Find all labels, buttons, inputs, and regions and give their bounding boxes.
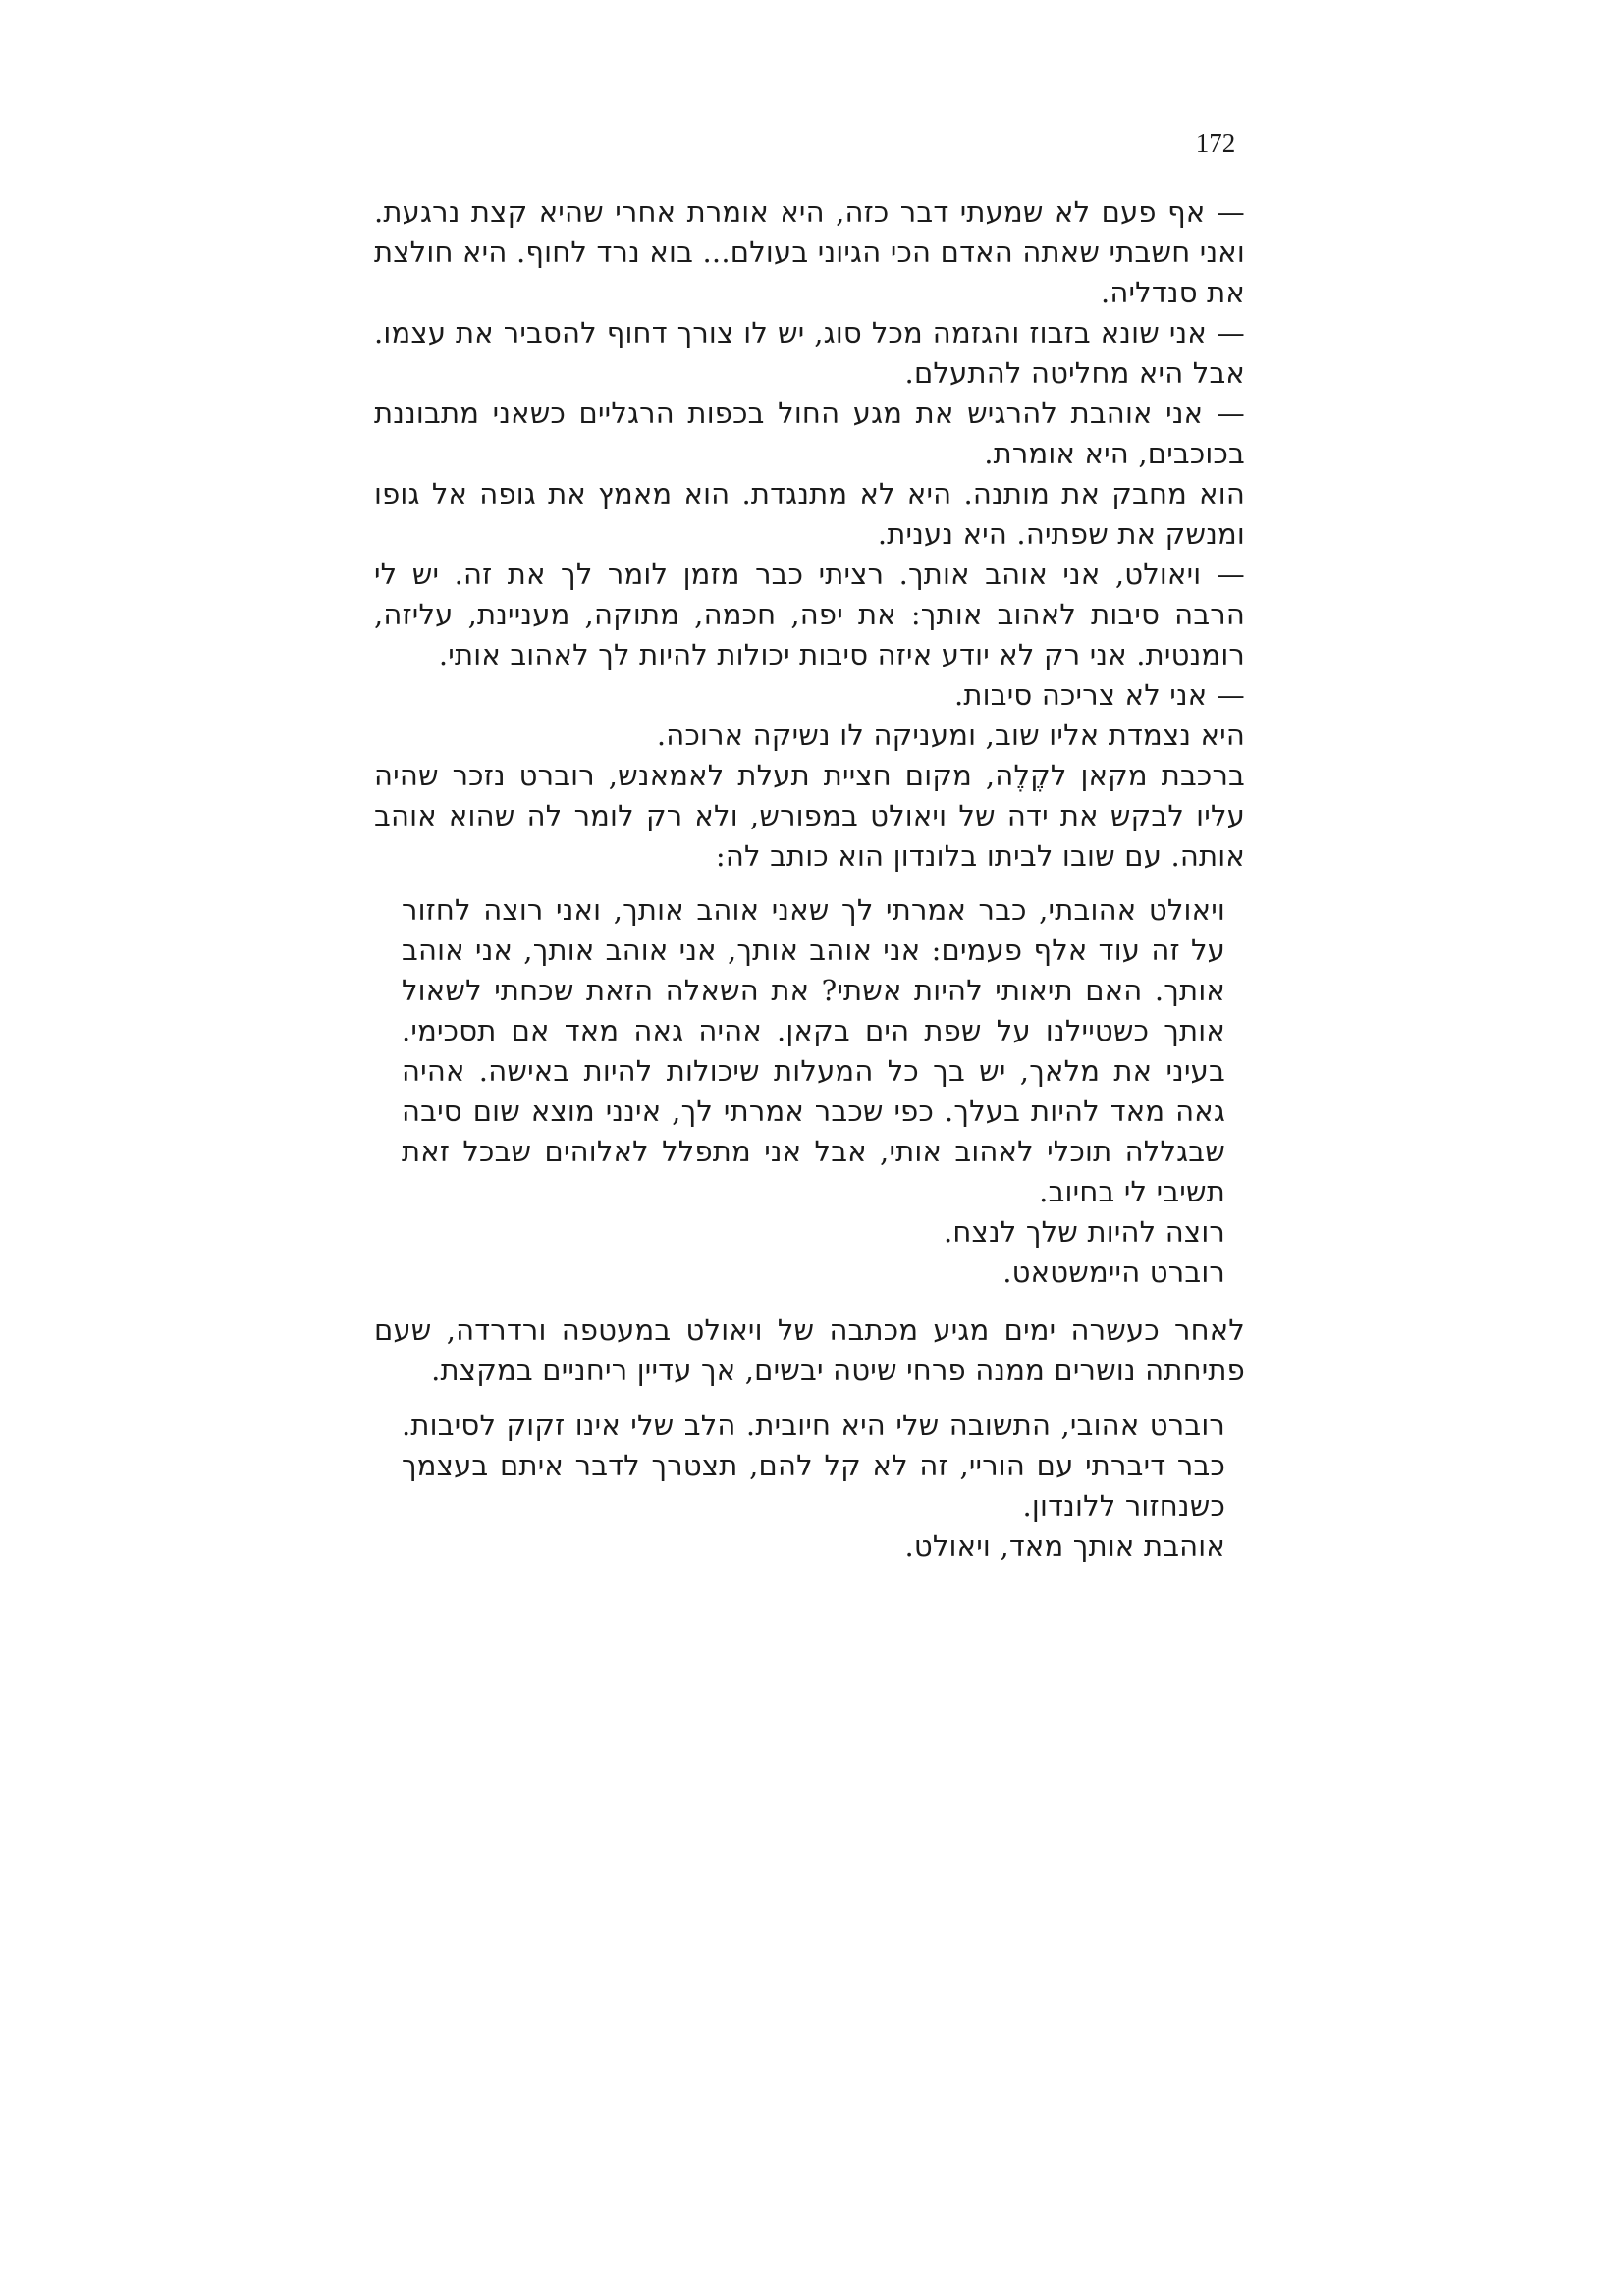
letter-signature: אוהבת אותך מאד, ויאולט. — [904, 1529, 1225, 1563]
letter-block-robert — [402, 890, 1225, 1293]
dialogue-paragraph: — ויאולט, אני אוהב אותך. רציתי כבר מזמן לומר לך את זה. יש לי הרבה סיבות לאהוב אותך: את יפה, חכמה, מתוקה, מעניינת, עליזה, רומנטית. אני רק לא יודע איזה סיבות יכולות להיות לך לאהוב אותי. — [374, 558, 1245, 671]
narrative-paragraph: ברכבת מקאן לקֶלֶה, מקום חציית תעלת לאמאנש, רוברט נזכר שהיה עליו לבקש את ידה של ויאולט במפורש, ולא רק לומר לה שהוא אוהב אותה. עם שובו לביתו בלונדון הוא כותב לה: — [374, 759, 1245, 873]
dialogue-paragraph: — אני שונא בזבוז והגזמה מכל סוג, יש לו צורך דחוף להסביר את עצמו. אבל היא מחליטה להתעלם. — [374, 316, 1245, 390]
text-column — [374, 192, 1245, 1567]
dialogue-paragraph: — אף פעם לא שמעתי דבר כזה, היא אומרת אחרי שהיא קצת נרגעת. ואני חשבתי שאתה האדם הכי הגיוני בעולם... בוא נרד לחוף. היא חולצת את סנדליה. — [374, 195, 1245, 309]
narrative-paragraph: לאחר כעשרה ימים מגיע מכתבה של ויאולט במעטפה ורדרדה, שעם פתיחתה נושרים ממנה פרחי שיטה יבשים, אך עדיין ריחניים במקצת. — [374, 1313, 1245, 1387]
narrative-paragraph: הוא מחבק את מותנה. היא לא מתנגדת. הוא מאמץ את גופה אל גופו ומנשק את שפתיה. היא נענית. — [374, 477, 1245, 551]
letter-body: רוברט אהובי, התשובה שלי היא חיובית. הלב שלי אינו זקוק לסיבות. כבר דיברתי עם הוריי, זה לא קל להם, תצטרך לדבר איתם בעצמך כשנחזור ללונדון. — [402, 1409, 1225, 1522]
letter-signature: רוברט היימשטאט. — [1002, 1255, 1225, 1289]
narrative-paragraph: היא נצמדת אליו שוב, ומעניקה לו נשיקה ארוכה. — [656, 719, 1245, 752]
dialogue-paragraph: — אני אוהבת להרגיש את מגע החול בכפות הרגליים כשאני מתבוננת בכוכבים, היא אומרת. — [374, 397, 1245, 470]
letter-block-violet — [402, 1406, 1225, 1567]
letter-body: ויאולט אהובתי, כבר אמרתי לך שאני אוהב אותך, ואני רוצה לחזור על זה עוד אלף פעמים: אני אוהב אותך, אני אוהב אותך, אני אוהב אותך. האם תיאותי להיות אשתי? את השאלה הזאת שכחתי לשאול אותך כשטיילנו על שפת הים בקאן. אהיה גאה מאד אם תסכימי. בעיני את מלאך, יש בך כל המעלות שיכולות להיות באישה. אהיה גאה מאד להיות בעלך. כפי שכבר אמרתי לך, אינני מוצא שום סיבה שבגללה תוכלי לאהוב אותי, אבל אני מתפלל לאלוהים שבכל זאת תשיבי לי בחיוב. — [402, 893, 1225, 1208]
letter-closing-line: רוצה להיות שלך לנצח. — [943, 1215, 1225, 1249]
dialogue-paragraph: — אני לא צריכה סיבות. — [953, 678, 1245, 712]
page-number: 172 — [1195, 129, 1236, 158]
